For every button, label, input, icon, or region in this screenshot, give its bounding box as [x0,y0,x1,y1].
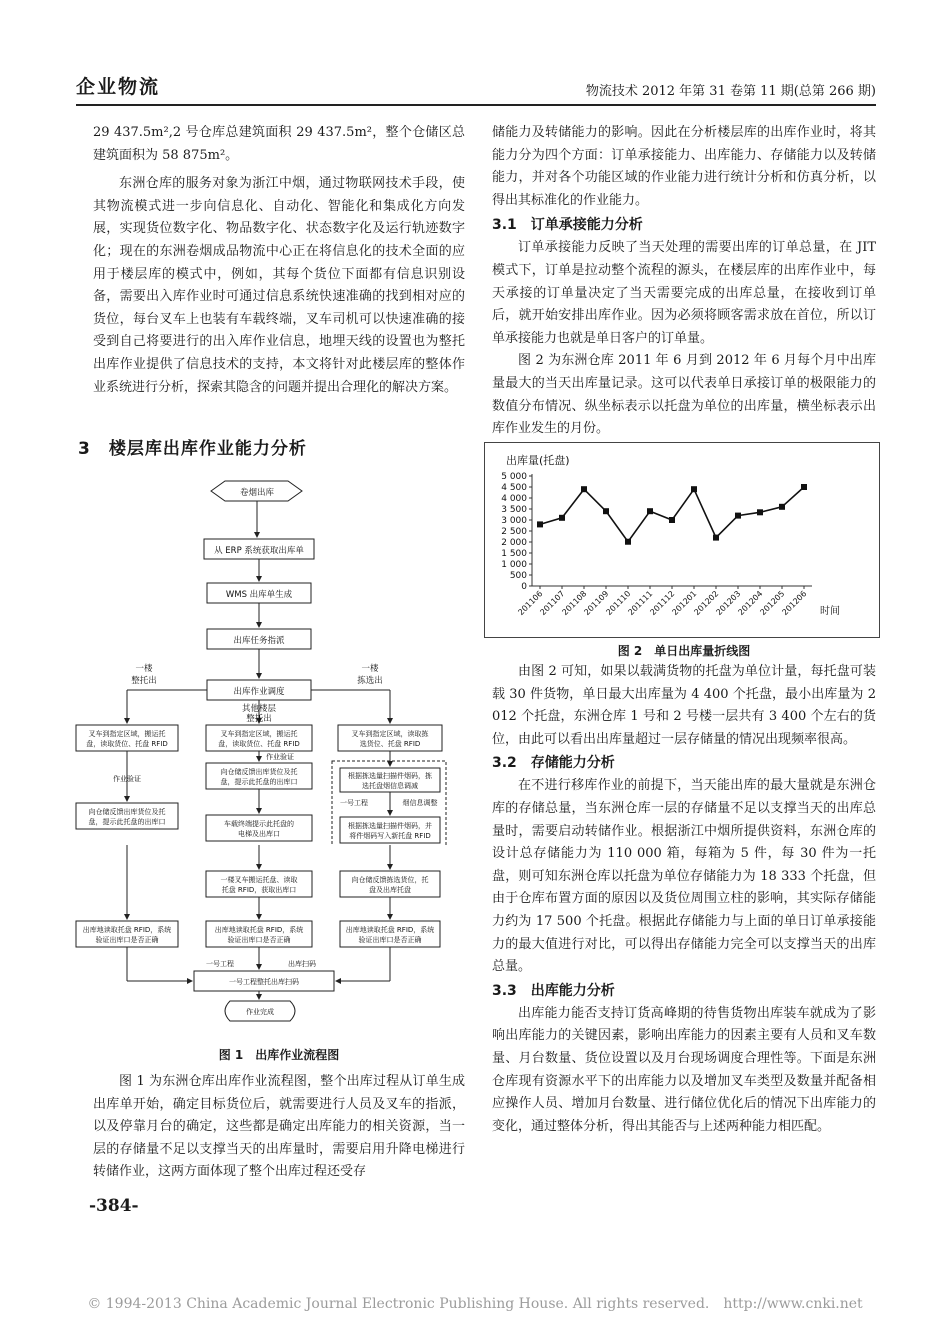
chart-y-axis-title: 出库量(托盘) [506,454,570,467]
paragraph: 东洲仓库的服务对象为浙江中烟，通过物联网技术手段，使其物流模式进一步向信息化、自动化、智能化和集成化方向发展，实现货位数字化、物品数字化、状态数字化及运行轨迹数字化；现在的东洲卷烟成品物流中心正在将信息化的技术全面的应用于楼层库的模式中，例如，其每个货位下面都有信息识别设备，需要出入库作业时可通过信息系统快速准确的找到相对应的货位，每台叉车上也装有车载终端，叉车司机可以快速准确的接受到自己将要进行的出入库作业信息，地埋天线的设置也为整托出库作业提供了信息技术的支持，本文将针对此楼层库的整体作业系统进行分析，探索其隐含的问题并提出合理化的解决方案。 [93,176,465,395]
page-number: -384- [89,1196,139,1216]
daily-outbound-line-chart [484,442,880,638]
flow-start-label: 卷烟出库 [239,488,275,498]
flow-text: 作业验证 [266,753,294,761]
chart-x-axis-title: 时间 [820,606,840,617]
right-column-text-top [492,122,876,441]
right-column-text-bottom [492,661,876,1138]
paragraph: 在不进行移库作业的前提下，当天能出库的最大量就是东洲仓库的存储总量，当东洲仓库一层的存储量不足以支撑当天的出库总量时，需要启动转储作业。根据浙江中烟所提供资料，东洲仓库的设计总存储能力为 110 000 箱，每箱为 5 件，每 30 件为一托盘，则可知东洲仓库以托盘为单位存储能力为 18 333 个托盘，但由于仓库布置方面的原因以及货位周围立柱的影响，其实际存储能力约为 17 500 个托盘。根据此存储能力与上面的单日订单承接能力的最大值进行对比，可以得出存储能力完全可以支撑当天的出库总量。 [492,778,876,975]
chart-x-tick-label: 201107 [538,589,567,618]
flow-text: 向仓储反馈拣选货位，托 [351,876,429,884]
flow-text: 烟信息调整 [402,799,438,807]
chart-x-tick-label: 201110 [604,589,633,618]
chart-data-point [559,515,565,521]
flow-text: 一号工程 [206,960,234,968]
chart-x-tick-label: 201109 [582,589,611,618]
left-column-text-bottom [93,1071,465,1184]
flow-text: 出库地读取托盘 RFID，系统 [82,926,172,934]
figure-1-caption: 图 1 出库作业流程图 [218,1048,340,1062]
chart-x-tick-label: 201111 [626,589,655,618]
paragraph: 图 1 为东洲仓库出库作业流程图，整个出库过程从订单生成出库单开始，确定目标货位后，就需要进行人员及叉车的指派，以及停靠月台的确定，这些都是确定出库能力的相关资源，当一层的存储量不足以支撑当天的出库量时，需要启用升降电梯进行转储作业，这两方面体现了整个出库过程还受存 [93,1074,465,1180]
paragraph: 图 2 为东洲仓库 2011 年 6 月到 2012 年 6 月每个月中出库量最大的当天出库量记录。这可以代表单日承接订单的极限能力的数值分布情况、纵坐标表示以托盘为单位的出库量，横坐标表示出库作业发生的月份。 [492,353,876,437]
flow-text: 根据拣选量扫描件烟码，并 [348,822,432,830]
chart-y-tick-label: 0 [521,582,527,592]
flow-branch-label: 整托出 [131,676,157,686]
flow-text: 车载终端提示此托盘的 [224,820,294,828]
flow-text: 验证出库口是否正确 [95,936,159,944]
header-rule [76,104,876,106]
chart-x-tick-label: 201206 [780,589,809,618]
chart-y-tick-label: 1 000 [501,560,527,570]
chart-y-tick-label: 3 000 [501,516,527,526]
chart-data-point [691,486,697,492]
flow-text: 盘，读取货位、托盘 RFID [86,740,168,748]
chart-data-point [757,509,763,515]
flow-text: 叉车到指定区域，搬运托 [220,730,298,738]
chart-x-tick-label: 201204 [736,589,765,618]
flow-text: 盘，提示此托盘的出库口 [220,778,298,786]
chart-data-point [537,521,543,527]
chart-data-point [779,504,785,510]
flow-text: 一号工程整托出库扫码 [229,978,299,986]
flow-text: 验证出库口是否正确 [227,936,291,944]
flow-branch-label: 一楼 [361,664,379,674]
flow-text: 一号工程 [340,799,368,807]
flow-text: 作业验证 [113,775,141,783]
chart-data-point [735,513,741,519]
section-heading-3: 3 楼层库出库作业能力分析 [78,439,307,459]
copyright-footer: © 1994-2013 China Academic Journal Electronic Publishing House. All rights reserved. http://www.cnki.net [87,1296,863,1312]
flow-text: 盘，提示此托盘的出库口 [88,818,166,826]
flow-text: 根据拣选量扫描件烟码，拣 [348,772,432,780]
flow-text: 将件烟码写入新托盘 RFID [349,832,431,840]
chart-y-tick-label: 2 000 [501,538,527,548]
flow-text: 向仓储反馈出库货位及托 [220,768,298,776]
chart-data-point [713,535,719,541]
flow-text: 托盘 RFID，获取出库口 [221,886,297,894]
subsection-heading-3-3: 3.3 出库能力分析 [492,982,615,999]
chart-x-tick-label: 201108 [560,589,589,618]
flow-text: 电梯及出库口 [238,830,280,838]
journal-issue-info: 物流技术 2012 年第 31 卷第 11 期(总第 266 期) [585,84,876,99]
flow-text: 验证出库口是否正确 [358,936,422,944]
chart-x-tick-label: 201203 [714,589,743,618]
flow-branch-label: 拣选出 [357,676,383,686]
chart-data-point [581,486,587,492]
left-column-text [93,122,465,399]
paragraph: 29 437.5m²,2 号仓库总建筑面积 29 437.5m²，整个仓储区总建筑面积为 58 875m²。 [93,125,465,163]
flow-branch-label: 其他楼层 [241,704,277,714]
chart-y-tick-label: 500 [509,571,527,581]
paragraph: 订单承接能力反映了当天处理的需要出库的订单总量，在 JIT 模式下，订单是拉动整个流程的源头，在楼层库的出库作业中，每天承接的订单量决定了当天需要完成的出库总量，在接收到订单后，就开始安排出库作业。因为必须将顾客需求放在首位，所以订单承接能力也就是单日客户的订单量。 [492,240,876,346]
chart-x-tick-label: 201201 [670,589,699,618]
chart-y-tick-label: 4 000 [501,494,527,504]
chart-x-tick-label: 201202 [692,589,721,618]
chart-y-tick-label: 1 500 [501,549,527,559]
flow-text: 出库扫码 [288,960,316,968]
flow-text: 出库地读取托盘 RFID，系统 [345,926,435,934]
flow-text: 出库地读取托盘 RFID，系统 [214,926,304,934]
subsection-heading-3-1: 3.1 订单承接能力分析 [492,217,643,234]
flow-branch-label: 一楼 [135,664,153,674]
flow-branch-label: 整托出 [246,714,272,724]
outbound-flowchart-lower [70,845,470,1030]
chart-data-point [801,484,807,490]
chart-data-point [647,508,653,514]
chart-data-point [669,517,675,523]
paragraph: 出库能力能否支持订货高峰期的待售货物出库装车就成为了影响出库能力的关键因素，影响出库能力的因素主要有人员和叉车数量、月台数量、货位设置以及月台现场调度合理性等。下面是东洲仓库现有资源水平下的出库能力以及增加叉车类型及数量并配备相应操作人员、增加月台数量、进行储位优化后的情况下出库能力的变化，通过整体分析，得出其能否与上述两种能力相匹配。 [492,1005,876,1134]
flow-text: 一楼叉车搬运托盘、读取 [220,876,298,884]
figure-2-caption: 图 2 单日出库量折线图 [617,644,751,658]
flow-text: 盘及出库托盘 [369,886,411,894]
flow-text: 叉车到指定区域，搬运托 [88,730,166,738]
paragraph: 储能力及转储能力的影响。因此在分析楼层库的出库作业时，将其能力分为四个方面：订单承接能力、出库能力、存储能力以及转储能力，并对各个功能区域的作业能力进行统计分析和仿真分析，以得出其标准化的作业能力。 [492,125,876,208]
flow-text: 选货位、托盘 RFID [359,740,421,748]
chart-y-tick-label: 2 500 [501,527,527,537]
flow-text: 向仓储反馈出库货位及托 [88,808,166,816]
flow-end-label: 作业完成 [246,1008,274,1016]
flow-dispatch-label: 出库作业调度 [233,687,285,697]
chart-x-tick-label: 201106 [516,589,545,618]
journal-section-title: 企业物流 [76,76,161,98]
chart-y-tick-label: 3 500 [501,505,527,515]
flow-assign-label: 出库任务指派 [233,636,285,646]
flow-text: 叉车到指定区域，读取拣 [351,730,429,738]
subsection-heading-3-2: 3.2 存储能力分析 [492,755,615,772]
chart-y-tick-label: 4 500 [501,483,527,493]
outbound-flowchart [70,475,470,845]
chart-x-tick-label: 201112 [648,589,677,618]
paragraph: 由图 2 可知，如果以载满货物的托盘为单位计量，每托盘可装载 30 件货物，单日最大出库量为 4 400 个托盘，最小出库量为 2 012 个托盘，东洲仓库 1 号和 2 号楼一层共有 3 400 个左右的货位，由此可以看出出库量超过一层存储量的情况出现频率很高。 [492,664,876,747]
flow-text: 选托盘烟信息调减 [362,782,418,790]
chart-x-tick-label: 201205 [758,589,787,618]
chart-data-point [603,508,609,514]
chart-y-tick-label: 5 000 [501,472,527,482]
flow-erp-label: 从 ERP 系统获取出库单 [214,546,304,556]
flow-text: 盘，读取货位、托盘 RFID [218,740,300,748]
chart-data-point [625,539,631,545]
flow-wms-label: WMS 出库单生成 [225,590,293,600]
